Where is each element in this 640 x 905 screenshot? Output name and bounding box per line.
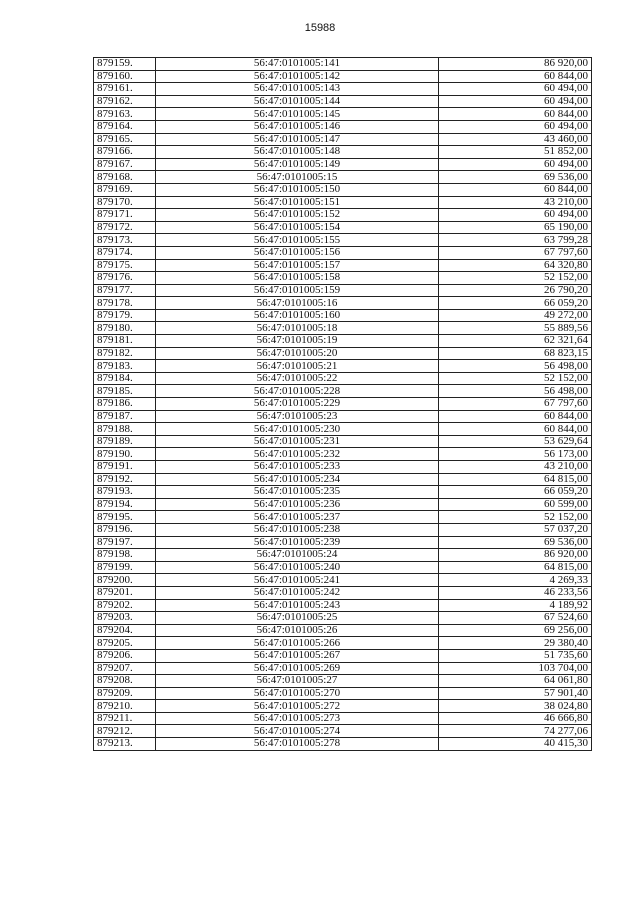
table-row <box>94 473 592 486</box>
table-row <box>94 385 592 398</box>
row-number: 879207. <box>94 662 156 675</box>
cadastral-value: 60 494,00 <box>439 83 592 96</box>
table-row <box>94 259 592 272</box>
table-row <box>94 612 592 625</box>
cadastral-number: 56:47:0101005:272 <box>156 700 439 713</box>
row-number: 879178. <box>94 297 156 310</box>
cadastral-number: 56:47:0101005:23 <box>156 410 439 423</box>
row-number: 879171. <box>94 209 156 222</box>
cadastral-number: 56:47:0101005:242 <box>156 586 439 599</box>
row-number: 879210. <box>94 700 156 713</box>
table-row <box>94 675 592 688</box>
row-number: 879201. <box>94 586 156 599</box>
cadastral-number: 56:47:0101005:231 <box>156 435 439 448</box>
cadastral-value: 86 920,00 <box>439 58 592 71</box>
table-row <box>94 712 592 725</box>
row-number: 879162. <box>94 95 156 108</box>
row-number: 879190. <box>94 448 156 461</box>
table-row <box>94 171 592 184</box>
row-number: 879183. <box>94 360 156 373</box>
table-row <box>94 649 592 662</box>
cadastral-number: 56:47:0101005:144 <box>156 95 439 108</box>
cadastral-number: 56:47:0101005:238 <box>156 523 439 536</box>
cadastral-value: 68 823,15 <box>439 347 592 360</box>
cadastral-value: 64 061,80 <box>439 675 592 688</box>
cadastral-number: 56:47:0101005:24 <box>156 549 439 562</box>
cadastral-number: 56:47:0101005:159 <box>156 284 439 297</box>
table-row <box>94 158 592 171</box>
cadastral-value: 56 173,00 <box>439 448 592 461</box>
table-row <box>94 687 592 700</box>
cadastral-value: 52 152,00 <box>439 372 592 385</box>
cadastral-number: 56:47:0101005:243 <box>156 599 439 612</box>
table-row <box>94 95 592 108</box>
cadastral-value-table <box>93 57 592 751</box>
cadastral-number: 56:47:0101005:270 <box>156 687 439 700</box>
table-row <box>94 58 592 71</box>
cadastral-value: 52 152,00 <box>439 511 592 524</box>
table-row <box>94 183 592 196</box>
row-number: 879202. <box>94 599 156 612</box>
cadastral-number: 56:47:0101005:157 <box>156 259 439 272</box>
cadastral-value: 29 380,40 <box>439 637 592 650</box>
cadastral-value: 60 494,00 <box>439 209 592 222</box>
cadastral-number: 56:47:0101005:233 <box>156 461 439 474</box>
table-row <box>94 246 592 259</box>
row-number: 879193. <box>94 486 156 499</box>
cadastral-number: 56:47:0101005:18 <box>156 322 439 335</box>
page-number: 15988 <box>304 22 336 34</box>
row-number: 879186. <box>94 398 156 411</box>
row-number: 879176. <box>94 272 156 285</box>
table-row <box>94 725 592 738</box>
row-number: 879181. <box>94 335 156 348</box>
cadastral-value: 43 460,00 <box>439 133 592 146</box>
row-number: 879165. <box>94 133 156 146</box>
row-number: 879209. <box>94 687 156 700</box>
table-row <box>94 234 592 247</box>
cadastral-number: 56:47:0101005:278 <box>156 738 439 751</box>
row-number: 879182. <box>94 347 156 360</box>
cadastral-number: 56:47:0101005:145 <box>156 108 439 121</box>
cadastral-number: 56:47:0101005:22 <box>156 372 439 385</box>
row-number: 879179. <box>94 309 156 322</box>
row-number: 879159. <box>94 58 156 71</box>
cadastral-number: 56:47:0101005:267 <box>156 649 439 662</box>
cadastral-value: 60 599,00 <box>439 498 592 511</box>
cadastral-number: 56:47:0101005:15 <box>156 171 439 184</box>
cadastral-value: 43 210,00 <box>439 461 592 474</box>
row-number: 879168. <box>94 171 156 184</box>
table-row <box>94 221 592 234</box>
cadastral-value: 67 797,60 <box>439 398 592 411</box>
cadastral-value: 67 797,60 <box>439 246 592 259</box>
cadastral-value: 65 190,00 <box>439 221 592 234</box>
cadastral-value: 67 524,60 <box>439 612 592 625</box>
cadastral-number: 56:47:0101005:148 <box>156 146 439 159</box>
row-number: 879203. <box>94 612 156 625</box>
cadastral-number: 56:47:0101005:266 <box>156 637 439 650</box>
table-body <box>94 58 592 751</box>
row-number: 879192. <box>94 473 156 486</box>
row-number: 879191. <box>94 461 156 474</box>
cadastral-value: 60 844,00 <box>439 108 592 121</box>
row-number: 879197. <box>94 536 156 549</box>
cadastral-value: 60 494,00 <box>439 120 592 133</box>
row-number: 879198. <box>94 549 156 562</box>
cadastral-value: 51 735,60 <box>439 649 592 662</box>
cadastral-value: 57 037,20 <box>439 523 592 536</box>
row-number: 879173. <box>94 234 156 247</box>
row-number: 879163. <box>94 108 156 121</box>
cadastral-number: 56:47:0101005:160 <box>156 309 439 322</box>
cadastral-number: 56:47:0101005:142 <box>156 70 439 83</box>
row-number: 879194. <box>94 498 156 511</box>
row-number: 879208. <box>94 675 156 688</box>
row-number: 879196. <box>94 523 156 536</box>
cadastral-number: 56:47:0101005:232 <box>156 448 439 461</box>
table-row <box>94 511 592 524</box>
cadastral-value: 52 152,00 <box>439 272 592 285</box>
cadastral-number: 56:47:0101005:27 <box>156 675 439 688</box>
cadastral-number: 56:47:0101005:150 <box>156 183 439 196</box>
row-number: 879160. <box>94 70 156 83</box>
table-row <box>94 108 592 121</box>
table-row <box>94 196 592 209</box>
row-number: 879169. <box>94 183 156 196</box>
cadastral-number: 56:47:0101005:21 <box>156 360 439 373</box>
table-row <box>94 120 592 133</box>
table-row <box>94 423 592 436</box>
cadastral-value: 64 320,80 <box>439 259 592 272</box>
cadastral-value: 63 799,28 <box>439 234 592 247</box>
table-row <box>94 561 592 574</box>
table-row <box>94 309 592 322</box>
row-number: 879200. <box>94 574 156 587</box>
cadastral-number: 56:47:0101005:25 <box>156 612 439 625</box>
cadastral-value: 69 536,00 <box>439 171 592 184</box>
table-row <box>94 146 592 159</box>
cadastral-value: 103 704,00 <box>439 662 592 675</box>
cadastral-number: 56:47:0101005:236 <box>156 498 439 511</box>
table-row <box>94 410 592 423</box>
row-number: 879211. <box>94 712 156 725</box>
table-row <box>94 486 592 499</box>
cadastral-value: 55 889,56 <box>439 322 592 335</box>
cadastral-value: 26 790,20 <box>439 284 592 297</box>
table-row <box>94 624 592 637</box>
cadastral-value: 56 498,00 <box>439 360 592 373</box>
cadastral-number: 56:47:0101005:239 <box>156 536 439 549</box>
cadastral-value: 4 189,92 <box>439 599 592 612</box>
row-number: 879167. <box>94 158 156 171</box>
cadastral-number: 56:47:0101005:143 <box>156 83 439 96</box>
table-row <box>94 523 592 536</box>
table-row <box>94 70 592 83</box>
table-row <box>94 574 592 587</box>
cadastral-number: 56:47:0101005:230 <box>156 423 439 436</box>
table-row <box>94 83 592 96</box>
cadastral-value: 60 844,00 <box>439 183 592 196</box>
cadastral-number: 56:47:0101005:16 <box>156 297 439 310</box>
row-number: 879161. <box>94 83 156 96</box>
cadastral-value: 86 920,00 <box>439 549 592 562</box>
row-number: 879188. <box>94 423 156 436</box>
table-row <box>94 398 592 411</box>
row-number: 879172. <box>94 221 156 234</box>
row-number: 879189. <box>94 435 156 448</box>
table-row <box>94 586 592 599</box>
cadastral-number: 56:47:0101005:229 <box>156 398 439 411</box>
table-row <box>94 272 592 285</box>
cadastral-number: 56:47:0101005:147 <box>156 133 439 146</box>
table-row <box>94 662 592 675</box>
cadastral-number: 56:47:0101005:141 <box>156 58 439 71</box>
cadastral-value: 4 269,33 <box>439 574 592 587</box>
row-number: 879184. <box>94 372 156 385</box>
cadastral-number: 56:47:0101005:158 <box>156 272 439 285</box>
cadastral-value: 64 815,00 <box>439 561 592 574</box>
table-row <box>94 297 592 310</box>
cadastral-value: 64 815,00 <box>439 473 592 486</box>
cadastral-value: 46 666,80 <box>439 712 592 725</box>
table-row <box>94 133 592 146</box>
table-row <box>94 498 592 511</box>
row-number: 879174. <box>94 246 156 259</box>
cadastral-value: 60 494,00 <box>439 95 592 108</box>
table-row <box>94 347 592 360</box>
cadastral-number: 56:47:0101005:273 <box>156 712 439 725</box>
row-number: 879213. <box>94 738 156 751</box>
table-row <box>94 738 592 751</box>
cadastral-value: 60 494,00 <box>439 158 592 171</box>
row-number: 879180. <box>94 322 156 335</box>
cadastral-value: 51 852,00 <box>439 146 592 159</box>
cadastral-number: 56:47:0101005:151 <box>156 196 439 209</box>
cadastral-number: 56:47:0101005:228 <box>156 385 439 398</box>
table-row <box>94 322 592 335</box>
cadastral-number: 56:47:0101005:26 <box>156 624 439 637</box>
table-row <box>94 435 592 448</box>
cadastral-value: 66 059,20 <box>439 486 592 499</box>
cadastral-value: 53 629,64 <box>439 435 592 448</box>
cadastral-number: 56:47:0101005:235 <box>156 486 439 499</box>
table-row <box>94 372 592 385</box>
cadastral-value: 43 210,00 <box>439 196 592 209</box>
row-number: 879164. <box>94 120 156 133</box>
table-row <box>94 284 592 297</box>
cadastral-number: 56:47:0101005:269 <box>156 662 439 675</box>
cadastral-value: 60 844,00 <box>439 423 592 436</box>
row-number: 879187. <box>94 410 156 423</box>
cadastral-number: 56:47:0101005:156 <box>156 246 439 259</box>
cadastral-value: 46 233,56 <box>439 586 592 599</box>
row-number: 879204. <box>94 624 156 637</box>
table-row <box>94 448 592 461</box>
table-row <box>94 549 592 562</box>
cadastral-value: 69 256,00 <box>439 624 592 637</box>
row-number: 879177. <box>94 284 156 297</box>
cadastral-number: 56:47:0101005:19 <box>156 335 439 348</box>
cadastral-value: 56 498,00 <box>439 385 592 398</box>
table-row <box>94 461 592 474</box>
row-number: 879170. <box>94 196 156 209</box>
cadastral-number: 56:47:0101005:154 <box>156 221 439 234</box>
row-number: 879199. <box>94 561 156 574</box>
row-number: 879212. <box>94 725 156 738</box>
cadastral-value: 62 321,64 <box>439 335 592 348</box>
cadastral-value: 74 277,06 <box>439 725 592 738</box>
cadastral-number: 56:47:0101005:149 <box>156 158 439 171</box>
row-number: 879185. <box>94 385 156 398</box>
row-number: 879175. <box>94 259 156 272</box>
cadastral-number: 56:47:0101005:274 <box>156 725 439 738</box>
table-row <box>94 700 592 713</box>
row-number: 879195. <box>94 511 156 524</box>
cadastral-value: 57 901,40 <box>439 687 592 700</box>
row-number: 879206. <box>94 649 156 662</box>
cadastral-number: 56:47:0101005:155 <box>156 234 439 247</box>
table-row <box>94 360 592 373</box>
row-number: 879205. <box>94 637 156 650</box>
cadastral-number: 56:47:0101005:237 <box>156 511 439 524</box>
cadastral-value: 38 024,80 <box>439 700 592 713</box>
cadastral-number: 56:47:0101005:146 <box>156 120 439 133</box>
cadastral-value: 69 536,00 <box>439 536 592 549</box>
cadastral-value: 49 272,00 <box>439 309 592 322</box>
cadastral-value: 60 844,00 <box>439 410 592 423</box>
cadastral-number: 56:47:0101005:20 <box>156 347 439 360</box>
table-row <box>94 335 592 348</box>
cadastral-number: 56:47:0101005:152 <box>156 209 439 222</box>
cadastral-number: 56:47:0101005:241 <box>156 574 439 587</box>
cadastral-number: 56:47:0101005:234 <box>156 473 439 486</box>
cadastral-value: 66 059,20 <box>439 297 592 310</box>
cadastral-number: 56:47:0101005:240 <box>156 561 439 574</box>
table-row <box>94 536 592 549</box>
cadastral-value: 40 415,30 <box>439 738 592 751</box>
table-row <box>94 637 592 650</box>
table-row <box>94 209 592 222</box>
cadastral-value: 60 844,00 <box>439 70 592 83</box>
row-number: 879166. <box>94 146 156 159</box>
table-row <box>94 599 592 612</box>
